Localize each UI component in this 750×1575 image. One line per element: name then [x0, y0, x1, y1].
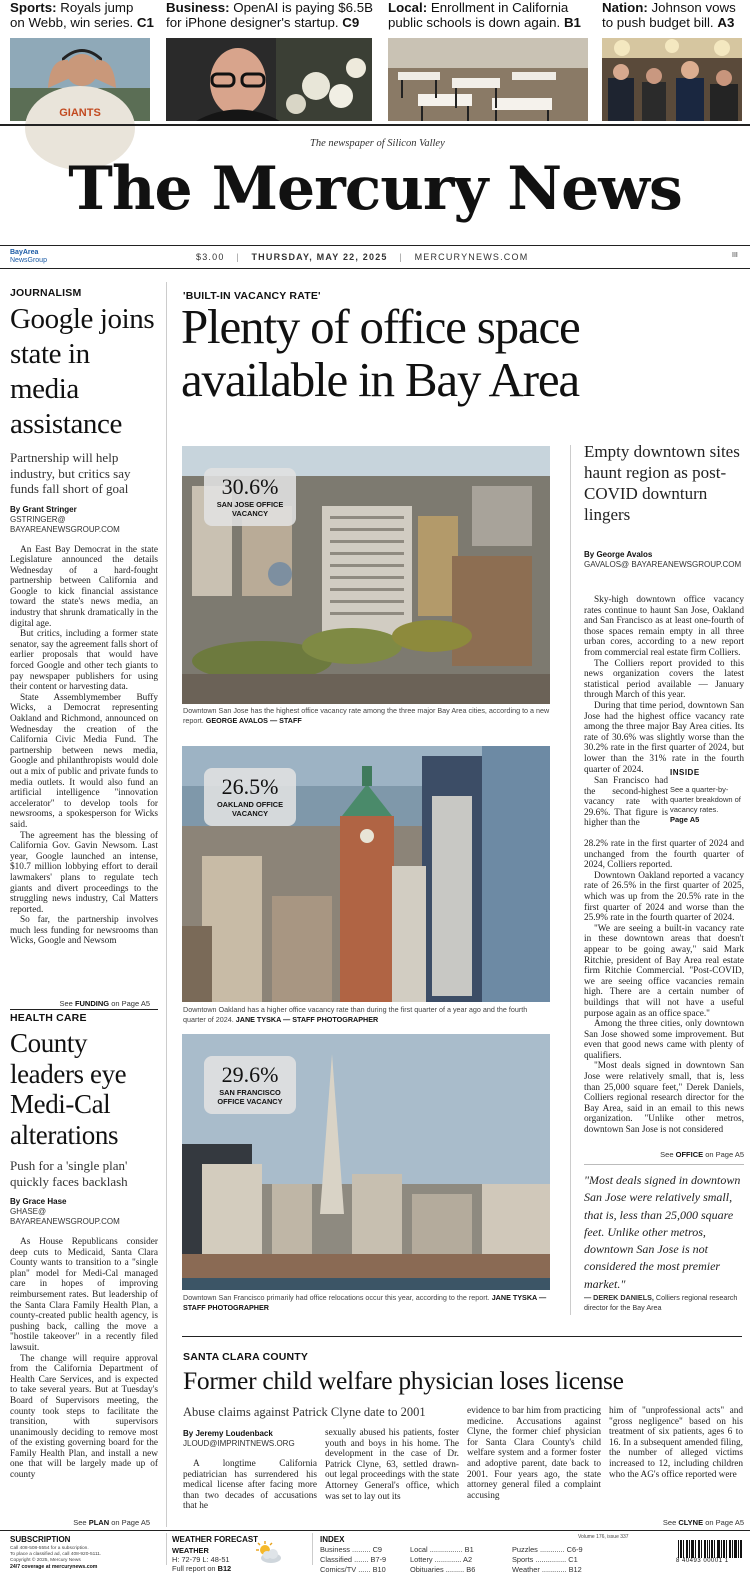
volume-info: Volume 176, issue 337	[578, 1534, 629, 1540]
photo-oakland[interactable]	[182, 746, 550, 1002]
index-entry[interactable]: Obituaries ......... B6	[410, 1565, 476, 1574]
teaser-photo-classroom	[388, 38, 588, 121]
subscription-box: SUBSCRIPTION Call 408-508-5554 for a subscription. To place a classified ad, call 408-920-5111. Copyright © 2025, Mercury News 24/7 coverage at mercurynews.com	[10, 1535, 102, 1570]
jump-funding[interactable]: See FUNDING on Page A5	[59, 999, 150, 1008]
index-entry[interactable]: Puzzles ............ C6-9	[512, 1545, 583, 1554]
index-entry[interactable]: Lottery ............. A2	[410, 1555, 473, 1564]
bottom-col-1: A longtime California pediatrician has surrendered his medical license after facing more than two decades of accusations that he	[183, 1459, 317, 1512]
story-google-media[interactable]	[10, 287, 158, 947]
masthead-title[interactable]: The Mercury News	[68, 154, 682, 224]
lead-body-top: Sky-high downtown office vacancy rates continue to haunt San Jose, Oakland and San Francisco as at least one-fourth of those spaces remain empty in all three urban cores, according to a new report from commercial real estate firm Colliers. The Colliers report provided to this news organization covers the latest statistical period available — January through March of this year. During that time period, downtown San Jose had the highest office vacancy rate among the three major Bay Area cities. Its rate of 30.6% was slightly worse than the 30.2% rate in the first quarter of 2024, but lower than the 31% rate in the fourth quarter of 2024.	[584, 595, 744, 775]
byline: By Grace Hase GHASE@ BAYAREANEWSGROUP.COM	[10, 1197, 120, 1226]
deck: Push for a 'single plan' quickly faces backlash	[10, 1158, 128, 1189]
lead-byline: By George Avalos GAVALOS@ BAYAREANEWSGROUP.COM	[584, 550, 742, 569]
footer-rule	[0, 1530, 750, 1531]
teaser-business[interactable]: Business: OpenAI is paying $6.5B for iPhone designer's startup. C9	[166, 0, 376, 124]
photo-caption: Downtown San Francisco primarily had office relocations occur this year, according to the report. JANE TYSKA — STAFF PHOTOGRAPHER	[183, 1293, 547, 1312]
teaser-photo-baseball-player	[10, 38, 192, 121]
index-entry[interactable]: Weather ............ B12	[512, 1565, 582, 1574]
photo-caption: Downtown Oakland has a higher office vacancy rate than during the first quarter of a year ago and the fourth quarter of 2024. JANE TYSKA — STAFF PHOTOGRAPHER	[183, 1005, 528, 1024]
jump-clyne[interactable]: See CLYNE on Page A5	[662, 1518, 744, 1527]
sun-cloud-icon	[253, 1540, 283, 1566]
story-medi-cal[interactable]	[10, 1012, 158, 1481]
headline[interactable]: Google joins state in media assistance	[10, 303, 155, 440]
website-link[interactable]: MERCURYNEWS.COM	[414, 252, 529, 262]
weather-box[interactable]: WEATHER FORECAST WEATHER H: 72-79 L: 48-51 Full report on B12	[172, 1535, 259, 1573]
lead-deck: Empty downtown sites haunt region as post-COVID downturn lingers	[584, 442, 740, 524]
inside-box[interactable]: INSIDE See a quarter-by-quarter breakdown of vacancy rates. Page A5	[670, 768, 741, 824]
photo-caption: Downtown San Jose has the highest office vacancy rate among the three major Bay Area cities, according to a new report. GEORGE AVALOS — STAFF	[183, 706, 550, 725]
index-table	[320, 1545, 602, 1575]
teaser-sports[interactable]: Sports: Royals jump on Webb, win series. C1 GIANTS	[10, 0, 192, 124]
bottom-byline: By Jeremy Loudenback JLOUD@IMPRINTNEWS.ORG	[183, 1429, 295, 1448]
index-entry[interactable]: Local ................ B1	[410, 1545, 474, 1554]
kicker: HEALTH CARE	[10, 1012, 87, 1024]
teaser-photo-portrait	[166, 38, 372, 121]
teaser-photo-officials	[602, 38, 742, 121]
edition-mark: III	[732, 252, 738, 259]
lead-body-split: San Francisco had the second-highest vacancy rate with 29.6%. That figure is higher than the	[584, 776, 668, 829]
bottom-kicker: SANTA CLARA COUNTY	[183, 1351, 309, 1363]
dateline: $3.00 | THURSDAY, MAY 22, 2025 | MERCURYNEWS.COM	[196, 252, 529, 262]
column-rule	[570, 445, 571, 1315]
divider	[182, 1336, 742, 1337]
photo-san-francisco[interactable]	[182, 1034, 550, 1290]
vacancy-badge: 26.5% OAKLAND OFFICE VACANCY	[204, 768, 296, 826]
bottom-deck: Abuse claims against Patrick Clyne date to 2001	[183, 1405, 426, 1419]
bottom-col-4: him of "unprofessional acts" and "gross negligence" based on his treatment of six patients, ages 6 to 16. In a subsequent amended filing, the number of alleged victims increased to 12, including children who the AG's office reported were	[609, 1406, 743, 1480]
index-entry[interactable]: Comics/TV ...... B10	[320, 1565, 386, 1574]
divider	[10, 1009, 158, 1010]
footer-sep	[312, 1533, 313, 1565]
issue-date: THURSDAY, MAY 22, 2025	[251, 252, 388, 262]
index-entry[interactable]: Classified ....... B7-9	[320, 1555, 387, 1564]
footer-sep	[166, 1533, 167, 1565]
lead-headline[interactable]: Plenty of office space available in Bay Area	[181, 299, 580, 407]
index-entry[interactable]: Business ......... C9	[320, 1545, 383, 1554]
bottom-headline[interactable]: Former child welfare physician loses license	[183, 1366, 624, 1395]
pull-quote: "Most deals signed in downtown San Jose were relatively small, that is, less than 25,000 square feet. Unlike other metros, downtown San Jose is not considered the most premier market."	[584, 1173, 741, 1291]
index-entry[interactable]: Sports ............... C1	[512, 1555, 578, 1564]
bayarea-newsgroup-logo[interactable]: BayArea NewsGroup	[10, 249, 47, 264]
masthead-rule-top	[0, 245, 750, 246]
masthead-tagline: The newspaper of Silicon Valley	[310, 138, 445, 149]
price: $3.00	[196, 252, 225, 262]
bottom-col-2: sexually abused his patients, foster youth and boys in his home. The development in the case of Dr. Patrick Clyne, 63, settled drawn-out legal proceedings with the state Attorney General's office, which was set to lay out its	[325, 1428, 459, 1502]
story-body: An East Bay Democrat in the state Legislature announced the details Wednesday of a hard-fought partnership between California and Google to kick financial assistance toward the state's news media, an industry that shrunk dramatically in the digital age. But critics, including a former state senator, say the agreement falls short of earlier proposals that would have forced Google and other tech giants to pay newspaper publishers for using their content or harvesting data. State Assemblymember Buffy Wicks, a Democrat representing Oakland and Richmond, announced on Wednesday the creation of the California Civic Media Fund. The partnership between news media, Google and philanthropists would dole out a mix of public and private funds to media outlets. It would also fund an artificial intelligence "innovation accelerator" to develop tools for newsrooms, a spokesperson for Wicks said. The agreement has the blessing of California Gov. Gavin Newsom. Last year, Google launched an intense, $10.7 million lobbying effort to derail lawmakers' plans to regulate tech giants and divert proceedings to the struggling news industry, Cal Matters reported. So far, the partnership involves much less funding for newsrooms than Wicks, Google and Newsom	[10, 544, 158, 947]
jump-office[interactable]: See OFFICE on Page A5	[660, 1150, 744, 1159]
barcode-digits: 8 40493 00001 1	[676, 1558, 729, 1564]
teaser-nation[interactable]: Nation: Johnson vows to push budget bill. A3	[602, 0, 742, 124]
jump-plan[interactable]: See PLAN on Page A5	[73, 1518, 150, 1527]
index-title: INDEX	[320, 1535, 345, 1544]
bottom-col-3: evidence to bar him from practicing medicine. Accusations against Clyne, the former chief physician for Santa Clara County's child welfare system and a former foster and adoptive parent, date back to 2001. Four years ago, the state attorney general filed a complaint accusing	[467, 1406, 601, 1501]
column-rule	[166, 282, 167, 1527]
photo-san-jose[interactable]	[182, 446, 550, 704]
barcode	[678, 1540, 742, 1558]
vacancy-badge: 30.6% SAN JOSE OFFICE VACANCY	[204, 468, 296, 526]
story-body: As House Republicans consider deep cuts to Medicaid, Santa Clara County wants to transition to a "single plan" model for Medi-Cal managed care in hopes of improving reimbursement rates. But leadership of the Santa Clara Family Health Plan, a county-created public health agency, is pushing back, calling the move a "hostile takeover" in a recently filed lawsuit. The change will require approval from the California Department of Health Care Services, and is expected to take several years. But at Tuesday's Board of Supervisors meeting, the county took steps to facilitate the transition, with supervisors unanimously deciding to remove most of the existing governing board for the Family Health Plan, and install a new one that will be largely made up of county	[10, 1237, 158, 1481]
masthead-rule-bottom	[0, 268, 750, 269]
vacancy-badge: 29.6% SAN FRANCISCO OFFICE VACANCY	[204, 1056, 296, 1114]
headline[interactable]: County leaders eye Medi-Cal alterations	[10, 1028, 127, 1150]
lead-body-bottom: 28.2% rate in the first quarter of 2024 and unchanged from the fourth quarter of 2024, Colliers reported. Downtown Oakland reported a vacancy rate of 26.5% in the first quarter of 2025, which was up from the 20.5% rate in the first quarter of 2024 and worse than the 25.9% rate in the fourth quarter of 2024. "We are seeing a built-in vacancy rate in these downtown areas that doesn't appear to be going away," said Mark Ritchie, president of Bay Area real estate firm Ritchie Commercial. "Post-COVID, we are seeing office vacancies remain high. There are a certain number of buildings that will not have a useful purpose again as an office space." Among the three cities, only downtown San Jose showed some improvement. But even that good news came with plenty of qualifiers. "Most deals signed in downtown San Jose were relatively small, that is, less than 25,000 square feet," Derek Daniels, Colliers regional research director for the Bay Area, said in an email to this news organization. "Unlike other metros, downtown San Jose is not considered	[584, 839, 744, 1136]
svg-text:GIANTS: GIANTS	[59, 107, 101, 119]
pull-quote-attribution: — DEREK DANIELS, Colliers regional research director for the Bay Area	[584, 1293, 738, 1312]
kicker: JOURNALISM	[10, 287, 82, 299]
deck: Partnership will help industry, but critics say funds fall short of goal	[10, 450, 131, 496]
lead-kicker: 'BUILT-IN VACANCY RATE'	[183, 290, 321, 302]
teaser-divider	[0, 124, 750, 126]
divider	[584, 1164, 744, 1165]
teaser-local[interactable]: Local: Enrollment in California public schools is down again. B1	[388, 0, 596, 124]
byline: By Grant Stringer GSTRINGER@ BAYAREANEWSGROUP.COM	[10, 504, 120, 534]
